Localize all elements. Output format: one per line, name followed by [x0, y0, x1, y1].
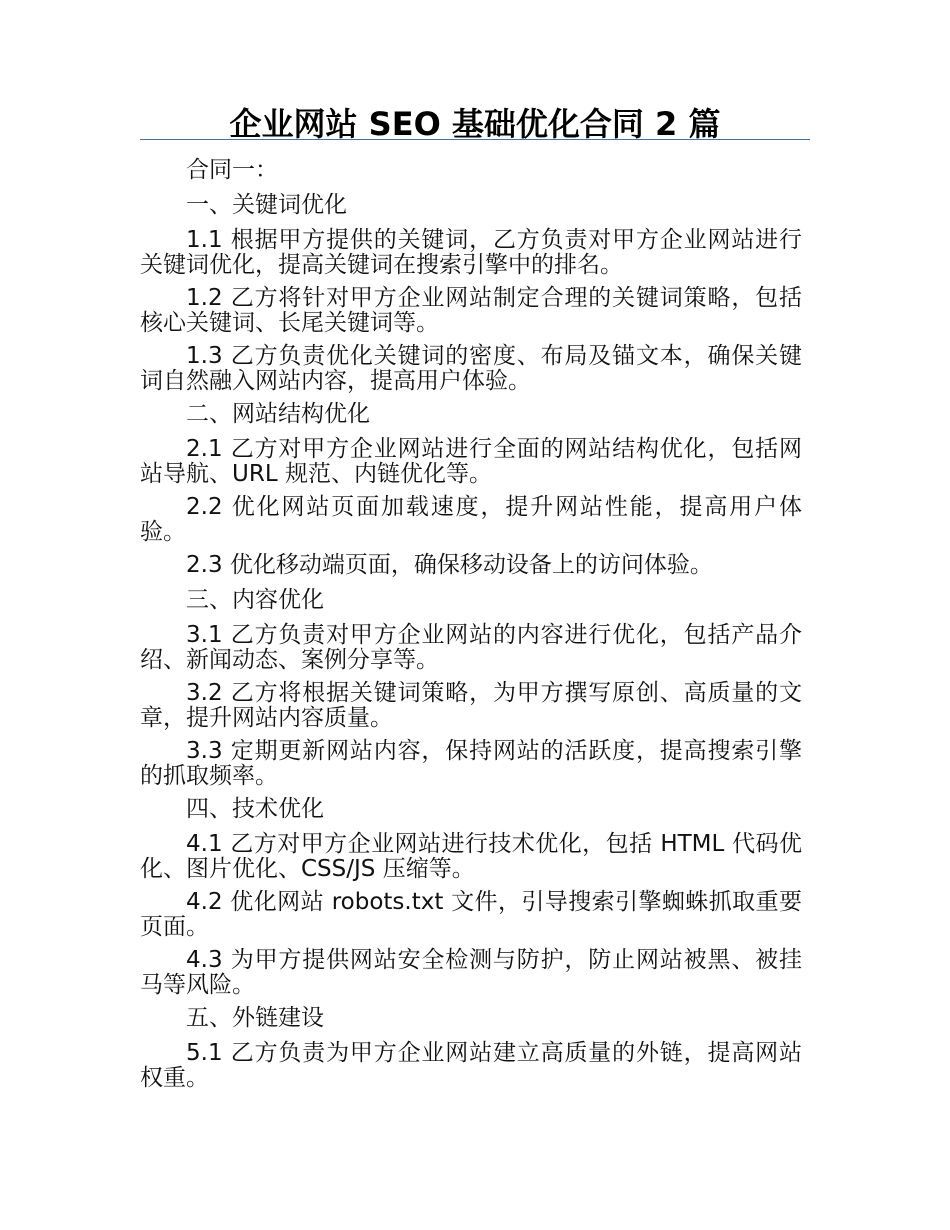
clause-1-3: 1.3 乙方负责优化关键词的密度、布局及锚文本，确保关键词自然融入网站内容，提高用户体验。 — [140, 343, 802, 394]
clause-4-3: 4.3 为甲方提供网站安全检测与防护，防止网站被黑、被挂马等风险。 — [140, 947, 802, 998]
document-body — [140, 158, 802, 1099]
title-underline — [140, 139, 810, 140]
contract-label: 合同一： — [186, 157, 278, 183]
clause-2-3: 2.3 优化移动端页面，确保移动设备上的访问体验。 — [186, 552, 713, 578]
section-heading-backlinks: 五、外链建设 — [186, 1005, 324, 1031]
section-heading-technical: 四、技术优化 — [186, 796, 324, 822]
clause-4-1: 4.1 乙方对甲方企业网站进行技术优化，包括 HTML 代码优化、图片优化、CSS/JS 压缩等。 — [140, 831, 802, 882]
section-heading-structure: 二、网站结构优化 — [186, 401, 370, 427]
section-heading-keywords: 一、关键词优化 — [186, 192, 347, 218]
clause-4-2: 4.2 优化网站 robots.txt 文件，引导搜索引擎蜘蛛抓取重要页面。 — [140, 889, 802, 940]
clause-1-2: 1.2 乙方将针对甲方企业网站制定合理的关键词策略，包括核心关键词、长尾关键词等。 — [140, 285, 802, 336]
clause-5-1: 5.1 乙方负责为甲方企业网站建立高质量的外链，提高网站权重。 — [140, 1040, 802, 1091]
clause-2-2: 2.2 优化网站页面加载速度，提升网站性能，提高用户体验。 — [140, 494, 802, 545]
clause-3-2: 3.2 乙方将根据关键词策略，为甲方撰写原创、高质量的文章，提升网站内容质量。 — [140, 680, 802, 731]
clause-3-3: 3.3 定期更新网站内容，保持网站的活跃度，提高搜索引擎的抓取频率。 — [140, 738, 802, 789]
clause-3-1: 3.1 乙方负责对甲方企业网站的内容进行优化，包括产品介绍、新闻动态、案例分享等。 — [140, 622, 802, 673]
clause-2-1: 2.1 乙方对甲方企业网站进行全面的网站结构优化，包括网站导航、URL 规范、内链优化等。 — [140, 436, 802, 487]
clause-1-1: 1.1 根据甲方提供的关键词，乙方负责对甲方企业网站进行关键词优化，提高关键词在搜索引擎中的排名。 — [140, 227, 802, 278]
document-title: 企业网站 SEO 基础优化合同 2 篇 — [229, 105, 721, 143]
section-heading-content: 三、内容优化 — [186, 587, 324, 613]
